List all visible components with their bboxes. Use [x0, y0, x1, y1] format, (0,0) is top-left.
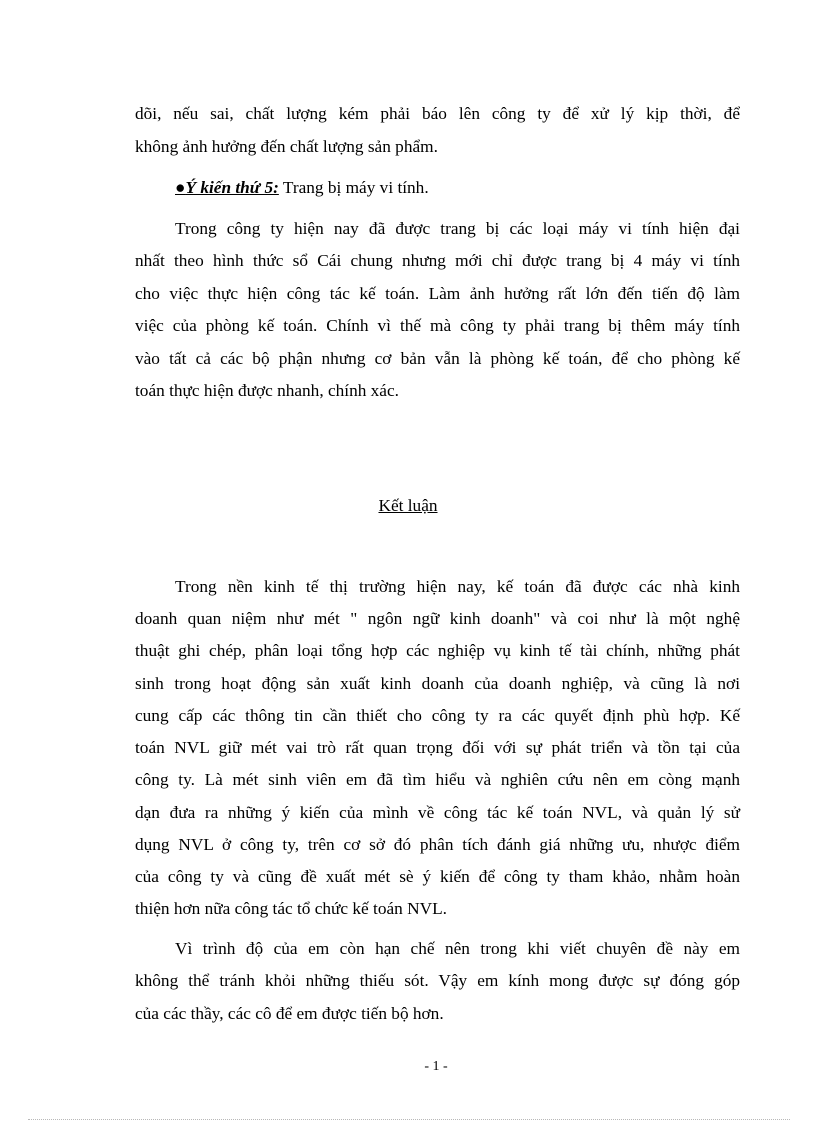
text-line: công ty. Là mét sinh viên em đã tìm hiểu và nghiên cứu nên em còng mạnh: [135, 770, 740, 789]
bullet-icon: ●: [175, 178, 186, 197]
opinion-text: Trang bị máy vi tính.: [278, 178, 429, 197]
page-number: - 1 -: [424, 1059, 448, 1074]
text-line: không thể tránh khỏi những thiếu sót. Vậy em kính mong được sự đóng góp: [135, 971, 740, 990]
text-line: không ảnh hưởng đến chất lượng sản phẩm.: [135, 137, 438, 156]
text-line: toán thực hiện được nhanh, chính xác.: [135, 381, 399, 400]
text-line: dõi, nếu sai, chất lượng kém phải báo lên công ty để xử lý kịp thời, để: [135, 104, 740, 123]
opinion-label: ●Ý kiến thứ 5:: [175, 178, 279, 197]
text-line: cho việc thực hiện công tác kế toán. Làm ảnh hưởng rất lớn đến tiến độ làm: [135, 284, 740, 303]
text-line: thiện hơn nữa công tác tổ chức kế toán NVL.: [135, 899, 447, 918]
text-line: cung cấp các thông tin cần thiết cho công ty ra các quyết định phù hợp. Kế: [135, 706, 740, 725]
text-line: doanh quan niệm như mét " ngôn ngữ kinh doanh" và coi như là một nghệ: [135, 609, 740, 628]
text-line: của công ty và cũng đề xuất mét sè ý kiến để công ty tham khảo, nhằm hoàn: [135, 867, 740, 886]
opinion-5-heading: [175, 178, 740, 198]
text-line: vào tất cả các bộ phận nhưng cơ bản vẫn là phòng kế toán, để cho phòng kế: [135, 349, 740, 368]
text-line: nhất theo hình thức sổ Cái chung nhưng mới chỉ được trang bị 4 máy vi tính: [135, 251, 740, 270]
page-border-divider: [28, 1119, 790, 1120]
text-line: dạn đưa ra những ý kiến của mình về công tác kế toán NVL, và quản lý sử: [135, 803, 740, 822]
text-line: Trong nền kinh tế thị trường hiện nay, kế toán đã được các nhà kinh: [175, 577, 740, 596]
text-line: dụng NVL ở công ty, trên cơ sở đó phân tích đánh giá những ưu, nhược điểm: [135, 835, 740, 854]
text-line: toán NVL giữ mét vai trò rất quan trọng đối với sự phát triển và tồn tại của: [135, 738, 740, 757]
text-line: thuật ghi chép, phân loại tổng hợp các nghiệp vụ kinh tế tài chính, những phát: [135, 641, 740, 660]
text-line: Trong công ty hiện nay đã được trang bị các loại máy vi tính hiện đại: [175, 219, 740, 238]
conclusion-title: Kết luận: [378, 496, 438, 515]
text-line: sinh trong hoạt động sản xuất kinh doanh của doanh nghiệp, và cũng là nơi: [135, 674, 740, 693]
text-line: việc của phòng kế toán. Chính vì thế mà công ty phải trang bị thêm máy tính: [135, 316, 740, 335]
text-line: Vì trình độ của em còn hạn chế nên trong khi viết chuyên đề này em: [175, 939, 740, 958]
text-line: của các thầy, các cô để em được tiến bộ hơn.: [135, 1004, 444, 1023]
